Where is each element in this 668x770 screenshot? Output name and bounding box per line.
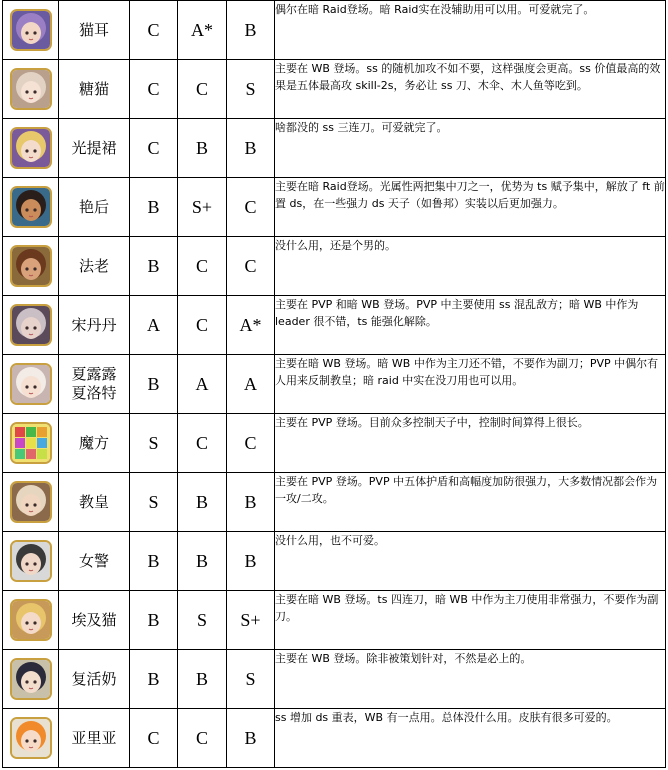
tier-table-body	[3, 1, 666, 768]
raid-grade: B	[227, 119, 275, 178]
character-name: 复活奶	[59, 650, 130, 709]
character-note: 主要在暗 WB 登场。ts 四连刀，暗 WB 中作为主刀使用非常强力，不要作为副刀。	[275, 591, 666, 650]
character-name: 夏露露 夏洛特	[59, 355, 130, 414]
dark-hair-empress-icon	[10, 186, 52, 228]
pvp-grade: B	[130, 532, 178, 591]
wb-grade: S+	[178, 178, 227, 237]
wb-grade: C	[178, 237, 227, 296]
wb-grade: S	[178, 591, 227, 650]
portrait-cell	[3, 414, 59, 473]
raid-grade: B	[227, 532, 275, 591]
portrait-cell	[3, 296, 59, 355]
portrait-cell	[3, 709, 59, 768]
raid-grade: A	[227, 355, 275, 414]
wb-grade: A*	[178, 1, 227, 60]
character-name: 女警	[59, 532, 130, 591]
portrait-cell	[3, 1, 59, 60]
raid-grade: S	[227, 60, 275, 119]
pvp-grade: C	[130, 1, 178, 60]
table-row	[3, 119, 666, 178]
white-hair-girl-icon	[10, 363, 52, 405]
raid-grade: B	[227, 1, 275, 60]
character-note: 啥都没的 ss 三连刀。可爱就完了。	[275, 119, 666, 178]
character-note: 没什么用，还是个男的。	[275, 237, 666, 296]
table-row	[3, 532, 666, 591]
character-name: 糖猫	[59, 60, 130, 119]
wb-grade: C	[178, 296, 227, 355]
character-note: 没什么用，也不可爱。	[275, 532, 666, 591]
silver-hair-character-icon	[10, 68, 52, 110]
portrait-cell	[3, 650, 59, 709]
raid-grade: S	[227, 650, 275, 709]
table-row	[3, 650, 666, 709]
wb-grade: B	[178, 532, 227, 591]
purple-hair-character-icon	[10, 9, 52, 51]
pvp-grade: C	[130, 60, 178, 119]
wb-grade: B	[178, 650, 227, 709]
character-note: 主要在 PVP 和暗 WB 登场。PVP 中主要使用 ss 混乱敌方；暗 WB 中作为 leader 很不错，ts 能强化解除。	[275, 296, 666, 355]
character-note: 偶尔在暗 Raid登场。暗 Raid实在没辅助用可以用。可爱就完了。	[275, 1, 666, 60]
blonde-hair-character-icon	[10, 127, 52, 169]
pvp-grade: B	[130, 591, 178, 650]
pvp-grade: B	[130, 650, 178, 709]
wb-grade: C	[178, 60, 227, 119]
raid-grade: A*	[227, 296, 275, 355]
pvp-grade: S	[130, 414, 178, 473]
portrait-cell	[3, 473, 59, 532]
portrait-cell	[3, 591, 59, 650]
pope-character-icon	[10, 481, 52, 523]
table-row	[3, 60, 666, 119]
character-name: 艳后	[59, 178, 130, 237]
pvp-grade: B	[130, 355, 178, 414]
character-name: 魔方	[59, 414, 130, 473]
character-name: 亚里亚	[59, 709, 130, 768]
zombie-girl-character-icon	[10, 304, 52, 346]
character-note: 主要在 WB 登场。除非被策划针对，不然是必上的。	[275, 650, 666, 709]
portrait-cell	[3, 237, 59, 296]
table-row	[3, 355, 666, 414]
table-row	[3, 473, 666, 532]
table-row	[3, 178, 666, 237]
raid-grade: C	[227, 237, 275, 296]
wb-grade: A	[178, 355, 227, 414]
tier-table	[2, 0, 666, 768]
rubik-cube-icon	[10, 422, 52, 464]
raid-grade: C	[227, 178, 275, 237]
character-name: 宋丹丹	[59, 296, 130, 355]
table-row	[3, 414, 666, 473]
pvp-grade: S	[130, 473, 178, 532]
character-note: 主要在暗 WB 登场。暗 WB 中作为主刀还不错，不要作为副刀；PVP 中偶尔有人用来反制教皇；暗 raid 中实在没刀用也可以用。	[275, 355, 666, 414]
character-name: 埃及猫	[59, 591, 130, 650]
pvp-grade: B	[130, 178, 178, 237]
character-note: 主要在暗 Raid登场。光属性两把集中刀之一，优势为 ts 赋予集中，解放了 ft 前置 ds，在一些强力 ds 天子（如鲁邦）实装以后更加强力。	[275, 178, 666, 237]
character-name: 光提裙	[59, 119, 130, 178]
wb-grade: C	[178, 414, 227, 473]
wb-grade: C	[178, 709, 227, 768]
character-name: 教皇	[59, 473, 130, 532]
character-note: ss 增加 ds 重表，WB 有一点用。总体没什么用。皮肤有很多可爱的。	[275, 709, 666, 768]
portrait-cell	[3, 532, 59, 591]
table-row	[3, 296, 666, 355]
character-note: 主要在 PVP 登场。PVP 中五体护盾和高幅度加防很强力，大多数情况都会作为一攻/二攻。	[275, 473, 666, 532]
wb-grade: B	[178, 473, 227, 532]
police-girl-character-icon	[10, 540, 52, 582]
portrait-cell	[3, 178, 59, 237]
nun-character-icon	[10, 658, 52, 700]
character-note: 主要在 PVP 登场。目前众多控制天子中，控制时间算得上很长。	[275, 414, 666, 473]
table-row	[3, 591, 666, 650]
pvp-grade: C	[130, 119, 178, 178]
pvp-grade: C	[130, 709, 178, 768]
orange-hair-girl-icon	[10, 717, 52, 759]
old-man-character-icon	[10, 245, 52, 287]
table-row	[3, 709, 666, 768]
raid-grade: S+	[227, 591, 275, 650]
portrait-cell	[3, 60, 59, 119]
table-row	[3, 1, 666, 60]
raid-grade: C	[227, 414, 275, 473]
pvp-grade: B	[130, 237, 178, 296]
raid-grade: B	[227, 709, 275, 768]
portrait-cell	[3, 355, 59, 414]
character-note: 主要在 WB 登场。ss 的随机加攻不如不要，这样强度会更高。ss 价值最高的效果是五体最高攻 skill-2s，务必让 ss 刀、木伞、木人鱼等吃到。	[275, 60, 666, 119]
character-name: 猫耳	[59, 1, 130, 60]
raid-grade: B	[227, 473, 275, 532]
egyptian-cat-girl-icon	[10, 599, 52, 641]
pvp-grade: A	[130, 296, 178, 355]
portrait-cell	[3, 119, 59, 178]
wb-grade: B	[178, 119, 227, 178]
character-name: 法老	[59, 237, 130, 296]
table-row	[3, 237, 666, 296]
